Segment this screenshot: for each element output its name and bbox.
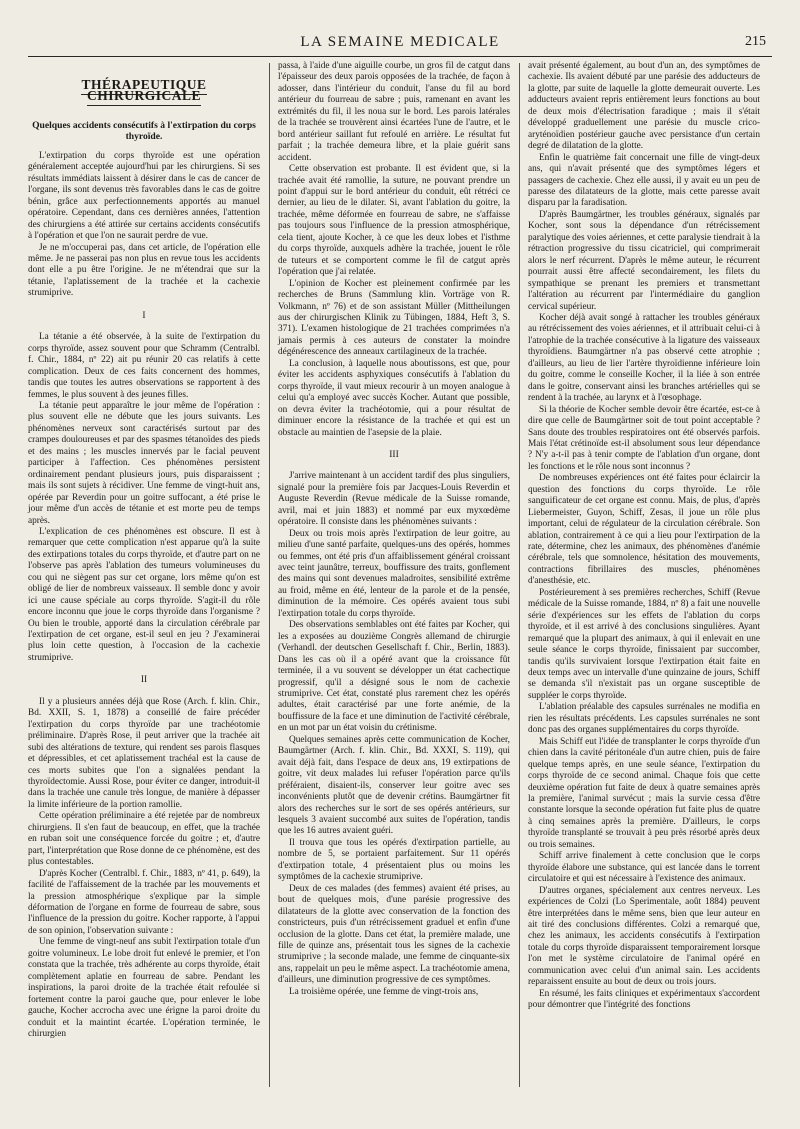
column-divider — [269, 63, 270, 1087]
running-head — [28, 30, 772, 52]
paragraph: Schiff arrive finalement à cette conclusion que le corps thyroïde élabore une substance, qui est lancée dans le torrent circulatoire et qui est nécessaire à l'existence des animaux. — [528, 851, 760, 885]
section-number: II — [140, 675, 148, 686]
paragraph: Deux ou trois mois après l'extirpation de leur goitre, au milieu d'une santé parfaite, quelques-uns des opérés, hommes ou femmes, ont été pris d'un affaiblissement général croissant avec teint jaunâtre, terreux, bouffissure des traits, gonflement des mains qui sont devenues maladroites, sensibilité extrême au froid, même en été, lenteur de la parole et de la pensée, diminution de la mémoire. Ces opérés avaient tous subi l'extirpation totale du corps thyroïde. — [278, 528, 510, 619]
paragraph: avait présenté également, au bout d'un an, des symptômes de cachexie. Ils avaient débuté par une parésie des adducteurs de la glotte, par suite de laquelle la glotte demeurait ouverte. Les adducteurs avaient repris entièrement leurs fonctions au bout de deux mois d'électrisation faradique ; mais il s'était développé graduellement une parésie du muscle crico-aryténoïdien postérieur gauche avec persistance d'un certain degré de dilatation de la glotte. — [528, 61, 760, 152]
paragraph: La conclusion, à laquelle nous aboutissons, est que, pour éviter les accidents asphyxiques consécutifs à l'ablation du corps thyroïde, il vaut mieux recourir à un moyen analogue à celui qu'a employé avec succès Kocher. Autant que possible, on devra éviter la trachéotomie, qui a pour résultat de diminuer encore la résistance de la trachée et qui est un obstacle au maintien de l'asepsie de la plaie. — [278, 358, 510, 438]
article-title: Quelques accidents consécutifs à l'extirpation du corps thyroïde. — [32, 119, 256, 143]
paragraph: D'après Kocher (Centralbl. f. Chir., 1883, nº 41, p. 649), la facilité de l'affaissement de la trachée par les mouvements et la pression atmosphérique s'explique par la simple déformation de l'organe en forme de fourreau de sabre, sous l'influence de la pression du goitre. Kocher rapporte, à l'appui de son opinion, l'observation suivante : — [28, 868, 260, 936]
paragraph: En résumé, les faits cliniques et expérimentaux s'accordent pour démontrer que l'intégrité des fonctions — [528, 988, 760, 1011]
paragraph: D'après Baumgärtner, les troubles généraux, signalés par Kocher, sont sous la dépendance d'un rétrécissement paralytique des voies aériennes, et cette paralysie tiendrait à la rétraction progressive du tissu cicatriciel, qui comprimerait alors le nerf récurrent. D'après le même auteur, le récurrent pourrait aussi être affecté secondairement, les filets du sympathique se prenant les premiers et transmettant l'altération au récurrent par l'intermédiaire du ganglion cervical supérieur. — [528, 209, 760, 312]
paragraph: Postérieurement à ses premières recherches, Schiff (Revue médicale de la Suisse romande, 1884, nº 8) a fait une nouvelle série d'expériences sur les effets de l'ablation du corps thyroïde, et il est arrivé à des conclusions singulières. Ayant remarqué que la plupart des animaux, à qui il enlevait en une seule séance le corps thyroïde, finissaient par succomber, tandis qu'ils survivaient lorsque l'extirpation était faite en deux temps avec un intervalle d'une quinzaine de jours, Schiff se demanda s'il n'existait pas un organe susceptible de suppléer le corps thyroïde. — [528, 587, 760, 701]
paragraph: L'explication de ces phénomènes est obscure. Il est à remarquer que cette complication n'est apparue qu'à la suite des extirpations totales du corps thyroïde, et d'autre part on ne l'observe pas après l'ablation des tumeurs volumineuses du cou qui ne siègent pas sur cet organe, lors même qu'on est obligé de lier de nombreux vaisseaux. Il semble donc y avoir ici une cause spéciale au corps thyroïde. S'agit-il du rôle encore inconnu que joue le corps thyroïde dans l'organisme ? Ou bien le trouble, apporté dans la circulation cérébrale par l'extirpation de cet organe, est-il seul en jeu ? J'examinerai plus loin cette question, à l'occasion de la cachexie strumiprive. — [28, 526, 260, 663]
paragraph: Je ne m'occuperai pas, dans cet article, de l'opération elle même. Je ne passerai pas non plus en revue tous les accidents dont elle a pu être l'origine. Je ne m'étendrai que sur la tétanie, l'aplatissement de la trachée et la cachexie strumiprive. — [28, 242, 260, 299]
paragraph: L'opinion de Kocher est pleinement confirmée par les recherches de Bruns (Sammlung klin. Vorträge von R. Volkmann, nº 76) et de son assistant Müller (Mittheilungen aus der chirurgischen Klinik zu Tübingen, 1884, Heft 3, S. 371). L'examen histologique de 21 trachées comprimées n'a jamais permis à ces auteurs de constater la moindre dégénérescence des anneaux cartilagineux de la trachée. — [278, 278, 510, 358]
column-divider — [519, 63, 520, 1087]
paragraph: Il y a plusieurs années déjà que Rose (Arch. f. klin. Chir., Bd. XXII, S. 1, 1878) a conseillé de faire précéder l'extirpation du corps thyroïde par une trachéotomie préliminaire. D'après Rose, il peut arriver que la trachée ait subi des altérations de texture, qui rendent ses parois flasques et dépressibles, et cet aplatissement trachéal est la cause de ces morts subites que l'on a signalées pendant la thyroïdectomie. Aussi Rose, pour éviter ce danger, introduit-il dans la trachée une canule très longue, de manière à dépasser la limite inférieure de la portion ramollie. — [28, 696, 260, 810]
paragraph: La tétanie a été observée, à la suite de l'extirpation du corps thyroïde, assez souvent pour que Schramm (Centralbl. f. Chir., 1884, nº 22) ait pu réunir 20 cas relatifs à cette complication. Deux de ces faits concernent des hommes, tandis que toutes les autres observations se rapportent à des femmes, le plus souvent à des jeunes filles. — [28, 332, 260, 400]
paragraph: Une femme de vingt-neuf ans subit l'extirpation totale d'un goitre volumineux. Le lobe droit fut enlevé le premier, et l'on constata que la trachée, très adhérente au corps thyroïde, était complètement aplatie en fourreau de sabre. Pendant les inspirations, la paroi droite de la trachée était refoulée si fortement contre la paroi gauche que, pour enlever le lobe gauche, Kocher accrocha avec une érigne la paroi droite du conduit et la maintint écartée. L'opération terminée, le chirurgien — [28, 937, 260, 1039]
paragraph: Quelques semaines après cette communication de Kocher, Baumgärtner (Arch. f. klin. Chir., Bd. XXXI, S. 119), qui avait déjà fait, dans l'espace de deux ans, 19 extirpations de goitre, vit deux malades lui refuser l'opération parce qu'ils préféraient, disaient-ils, conserver leur goitre avec ses inconvénients plutôt que de devenir crétins. Baumgärtner fit alors des recherches sur le sort de ses opérés antérieurs, sur lesquels 3 avaient succombé aux suites de l'opération, tandis que les 16 autres avaient guéri. — [278, 734, 510, 837]
paragraph: De nombreuses expériences ont été faites pour éclaircir la question des fonctions du corps thyroïde. Le rôle sanguificateur de cet organe est connu. Mais, de plus, d'après Liebermeister, Guyon, Schiff, Zesas, il joue un rôle plus important, celui de régulateur de la circulation cérébrale. Son ablation, contrairement à ce qui a lieu pour l'extirpation de la rate, détermine, chez les animaux, des phénomènes d'anémie cérébrale, tels que somnolence, hésitation des mouvements, contractions fibrillaires des muscles, phénomènes d'anesthésie, etc. — [528, 473, 760, 587]
paragraph: Mais Schiff eut l'idée de transplanter le corps thyroïde d'un chien dans la cavité péritonéale d'un autre chien, puis de faire quelque temps après, en une seule séance, l'extirpation du corps thyroïde de ce second animal. Chaque fois que cette deuxième opération fut faite de deux à quatre semaines après la première, l'animal survécut ; mais la survie cessa d'être constante lorsque la seconde opération fut faite plus de quatre à cinq semaines après la première. D'ailleurs, le corps thyroïde transplanté se trouvait à peu près résorbé après deux ou trois semaines. — [528, 736, 760, 850]
column-2 — [278, 61, 510, 998]
paragraph: Cette opération préliminaire a été rejetée par de nombreux chirurgiens. Il s'en faut de beaucoup, en effet, que la trachée en ruban soit une conséquence forcée du goitre ; et, d'autre part, l'interprétation que Rose donne de ce phénomène, est des plus contestables. — [28, 811, 260, 868]
paragraph: Des observations semblables ont été faites par Kocher, qui les a exposées au douzième Congrès allemand de chirurgie (Verhandl. der deutschen Gesellschaft f. Chir., Berlin, 1883). Dans les cas où il a opéré avant que la croissance fût terminée, il a vu souvent se développer un état cachectique progressif, qu'il a désigné sous le nom de cachexie strumiprive. Cet état, constaté plus rarement chez les opérés adultes, était caractérisé par une forte anémie, de la bouffissure de la face et une diminution de l'activité cérébrale, en un mot par un état voisin du crétinisme. — [278, 620, 510, 734]
paragraph: L'ablation préalable des capsules surrénales ne modifia en rien les résultats précédents. Les capsules surrénales ne sont donc pas des organes supplémentaires du corps thyroïde. — [528, 702, 760, 736]
page-number: 215 — [745, 34, 766, 49]
paragraph: Deux de ces malades (des femmes) avaient été prises, au bout de quelques mois, d'une parésie progressive des dilatateurs de la glotte avec conservation de la fonction des constricteurs, puis d'un rétrécissement graduel et enfin d'une occlusion de la glotte. Dans cet état, la première malade, une fille de quinze ans, présentait tous les signes de la cachexie strumiprive ; la seconde malade, une femme de cinquante-six ans, rappelait un peu le même aspect. La trachéotomie amena, d'ailleurs, une diminution progressive de ces symptômes. — [278, 883, 510, 986]
text-columns — [28, 57, 772, 1117]
column-3 — [528, 61, 760, 1012]
paragraph: Si la théorie de Kocher semble devoir être écartée, est-ce à dire que celle de Baumgärtner soit de tout point acceptable ? Sans doute des troubles respiratoires ont été observés parfois. Mais l'état crétinoïde est-il absolument sous leur dépendance ? N'y a-t-il pas à tenir compte de l'ablation d'un organe, dont les fonctions et le rôle nous sont inconnus ? — [528, 404, 760, 472]
section-title: THÉRAPEUTIQUE CHIRURGICALE — [28, 79, 260, 102]
paragraph: Il trouva que tous les opérés d'extirpation partielle, au nombre de 5, se portaient parfaitement. Sur 11 opérés d'extirpation totale, 4 présentaient plus ou moins les symptômes de la cachexie strumiprive. — [278, 837, 510, 883]
paragraph: L'extirpation du corps thyroïde est une opération généralement acceptée aujourd'hui par les chirurgiens. Si ses résultats immédiats laissent à désirer dans le cas de cancer de l'organe, ils sont devenus très favorables dans le cas de goitre bénin, grâce aux perfectionnements apportés au manuel opératoire. Cependant, dans ces dernières années, l'attention des chirurgiens a été attirée sur certains accidents consécutifs à l'opération et que l'on ne saurait perdre de vue. — [28, 150, 260, 242]
paragraph: passa, à l'aide d'une aiguille courbe, un gros fil de catgut dans l'épaisseur des deux parois opposées de la trachée, de façon à adosser, dans l'intérieur du conduit, l'anse du fil au bord antérieur du fourreau de sabre ; puis, ramenant en avant les extrémités du fil, il les noua sur le bord. Les parois latérales de la trachée se trouvèrent ainsi écartées l'une de l'autre, et le bord antérieur saillant fut refoulé en arrière. Le résultat fut parfait ; la trachée demeura libre, et la plaie guérit sans accident. — [278, 61, 510, 163]
section-number: I — [142, 310, 146, 321]
paragraph: La tétanie peut apparaître le jour même de l'opération : plus souvent elle ne débute que les jours suivants. Les phénomènes nerveux sont caractérisés surtout par des crampes douloureuses et par des spasmes tétanoïdes des pieds et des mains ; les muscles innervés par le facial peuvent participer à l'affection. Ces phénomènes persistent ordinairement pendant plusieurs jours, puis disparaissent ; mais ils sont sujets à récidiver. Une femme de vingt-huit ans, opérée par Reverdin pour un goitre suffocant, a été prise le jour même d'un accès de tétanie et est morte peu de temps après. — [28, 400, 260, 526]
paragraph: La troisième opérée, une femme de vingt-trois ans, — [289, 986, 479, 997]
paragraph: Cette observation est probante. Il est évident que, si la trachée avait été ramollie, la suture, ne pouvant prendre un point d'appui sur le bord antérieur du conduit, eût rétréci ce dernier, au lieu de le dilater. Si, avant l'ablation du goitre, la trachée, même déformée en fourreau de sabre, ne s'affaisse pas toujours sous l'influence de la pression atmosphérique, cela tient, ajoute Kocher, à ce que les deux lobes et l'isthme du corps thyroïde, auxquels adhère la trachée, jouent le rôle de tuteurs et se comportent comme le fil de catgut après l'opération que j'ai relatée. — [278, 164, 510, 278]
paragraph: Kocher déjà avait songé à rattacher les troubles généraux au rétrécissement des voies aériennes, et il attribuait celui-ci à l'atrophie de la trachée consécutive à la ligature des vaisseaux thyroïdiens. Baumgärtner n'a pas observé cette atrophie ; d'ailleurs, au lieu de lier l'artère thyroïdienne inférieure loin du goitre, comme le conseille Kocher, il la liée à son entrée dans le goitre, conservant ainsi les branches artérielles qui se rendent à la trachée, au larynx et à l'œsophage. — [528, 312, 760, 404]
paragraph: J'arrive maintenant à un accident tardif des plus singuliers, signalé pour la première fois par Jacques-Louis Reverdin et Auguste Reverdin (Revue médicale de la Suisse romande, avril, mai et juin 1883) et nommé par eux myxœdème opératoire. Il consiste dans les phénomènes suivants : — [278, 471, 510, 528]
section-number: III — [389, 449, 399, 460]
paragraph: Enfin le quatrième fait concernait une fille de vingt-deux ans, qui n'avait présenté que des symptômes légers et passagers de cachexie. Chez elle aussi, il y avait eu un peu de paresse des dilatateurs de la glotte, mais cette paresse avait disparu par la faradisation. — [528, 152, 760, 209]
column-1 — [28, 61, 260, 1040]
paragraph: D'autres organes, spécialement aux centres nerveux. Les expériences de Colzi (Lo Sperimentale, août 1884) peuvent être interprétées dans le même sens, bien que leur auteur en ait tiré des conclusions différentes. Colzi a remarqué que, chez les animaux, les accidents consécutifs à l'extirpation totale du corps thyroïde disparaissent temporairement lorsque l'on met le système circulatoire de l'animal opéré en communication avec celui d'un animal sain. Les accidents reparaissent ensuite au bout de deux ou trois jours. — [528, 885, 760, 988]
journal-title: LA SEMAINE MEDICALE — [300, 34, 500, 50]
